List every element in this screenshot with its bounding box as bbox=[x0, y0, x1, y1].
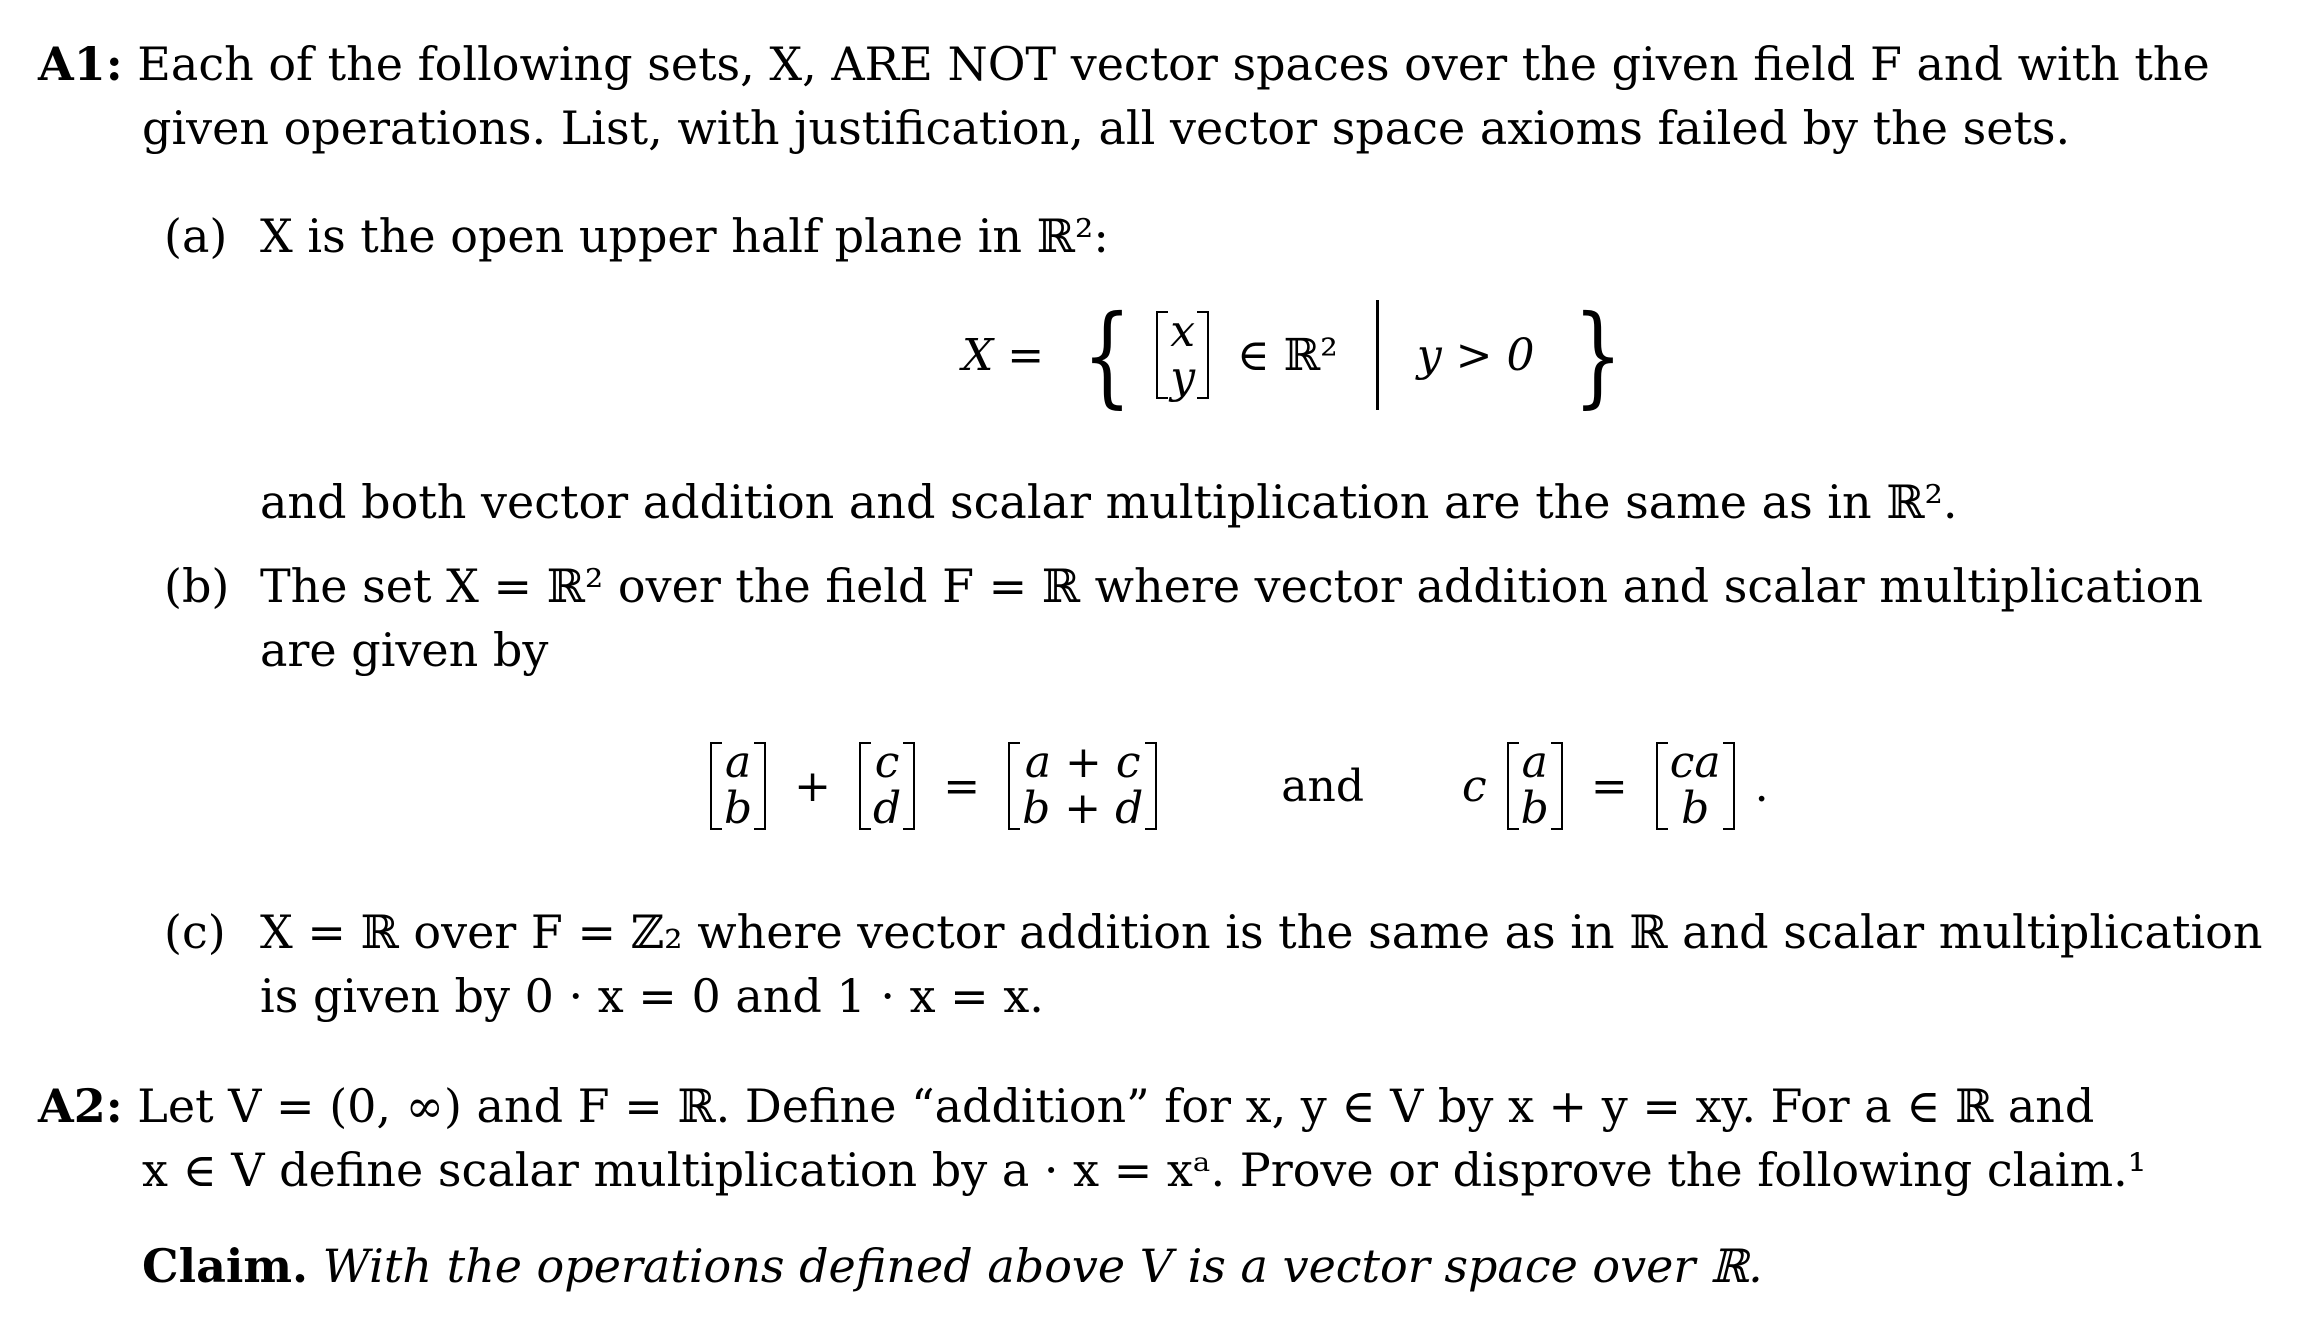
cell-b-plus-d: b + d bbox=[1022, 783, 1144, 834]
vector-y: y bbox=[1170, 352, 1196, 403]
cell-a: a bbox=[724, 737, 752, 788]
a1-line-2: given operations. List, with justification, all vector space axioms failed by the sets. bbox=[142, 101, 2071, 155]
part-a-after: and both vector addition and scalar multiplication are the same as in ℝ². bbox=[260, 475, 1958, 529]
cell-d: d bbox=[873, 783, 902, 834]
matrix-cd bbox=[859, 737, 915, 834]
matrix-sum bbox=[1008, 737, 1157, 834]
operations-equation bbox=[710, 737, 1783, 834]
equals-sign-2: = bbox=[1590, 760, 1628, 812]
and-word: and bbox=[1281, 760, 1365, 812]
claim-label: Claim. bbox=[142, 1239, 309, 1293]
plus-sign: + bbox=[794, 760, 832, 812]
condition: y > 0 bbox=[1416, 329, 1535, 381]
part-c-line-2: is given by 0 · x = 0 and 1 · x = x. bbox=[260, 969, 1044, 1023]
claim-text: With the operations defined above V is a vector space over ℝ. bbox=[308, 1239, 1763, 1293]
cell-c: c bbox=[874, 737, 900, 788]
cell-a-plus-c: a + c bbox=[1024, 737, 1141, 788]
vector-x: x bbox=[1170, 306, 1196, 357]
equals-sign: = bbox=[943, 760, 981, 812]
matrix-ab bbox=[710, 737, 766, 834]
set-definition-equation bbox=[948, 291, 1633, 419]
a1-line-1 bbox=[38, 34, 2210, 94]
vector-xy bbox=[1156, 306, 1209, 403]
scalar-c: c bbox=[1462, 760, 1487, 812]
right-brace: } bbox=[1573, 291, 1623, 419]
such-that-bar bbox=[1376, 300, 1379, 410]
part-a-marker: (a) bbox=[164, 209, 228, 263]
part-a-text: X is the open upper half plane in ℝ²: bbox=[260, 209, 1109, 263]
a1-text-1: Each of the following sets, X, ARE NOT vector spaces over the given field F and with the bbox=[122, 37, 2210, 91]
cell-a-2: a bbox=[1521, 737, 1548, 788]
a1-label: A1: bbox=[38, 37, 123, 91]
in-r2: ∈ ℝ² bbox=[1237, 329, 1338, 381]
cell-b-2: b bbox=[1520, 783, 1549, 834]
period: . bbox=[1754, 760, 1769, 812]
part-b-line-2: are given by bbox=[260, 623, 549, 677]
part-c-line-1: X = ℝ over F = ℤ₂ where vector addition is the same as in ℝ and scalar multiplication bbox=[260, 905, 2263, 959]
matrix-ab-2 bbox=[1507, 737, 1563, 834]
a2-line-2: x ∈ V define scalar multiplication by a · x = xᵃ. Prove or disprove the following claim.¹ bbox=[142, 1143, 2147, 1197]
part-b-marker: (b) bbox=[164, 559, 230, 613]
a2-line-1 bbox=[38, 1076, 2094, 1136]
cell-ca: ca bbox=[1669, 737, 1721, 788]
a2-label: A2: bbox=[38, 1079, 123, 1133]
part-b-line-1: The set X = ℝ² over the field F = ℝ where vector addition and scalar multiplication bbox=[260, 559, 2204, 613]
cell-b-3: b bbox=[1681, 783, 1710, 834]
part-c-marker: (c) bbox=[164, 905, 226, 959]
claim-line bbox=[142, 1236, 1763, 1296]
a2-text-1: Let V = (0, ∞) and F = ℝ. Define “addition” for x, y ∈ V by x + y = xy. For a ∈ ℝ and bbox=[122, 1079, 2095, 1133]
cell-b: b bbox=[724, 783, 753, 834]
left-brace: { bbox=[1082, 291, 1132, 419]
matrix-scaled bbox=[1656, 737, 1735, 834]
set-lhs: X = bbox=[962, 329, 1045, 381]
